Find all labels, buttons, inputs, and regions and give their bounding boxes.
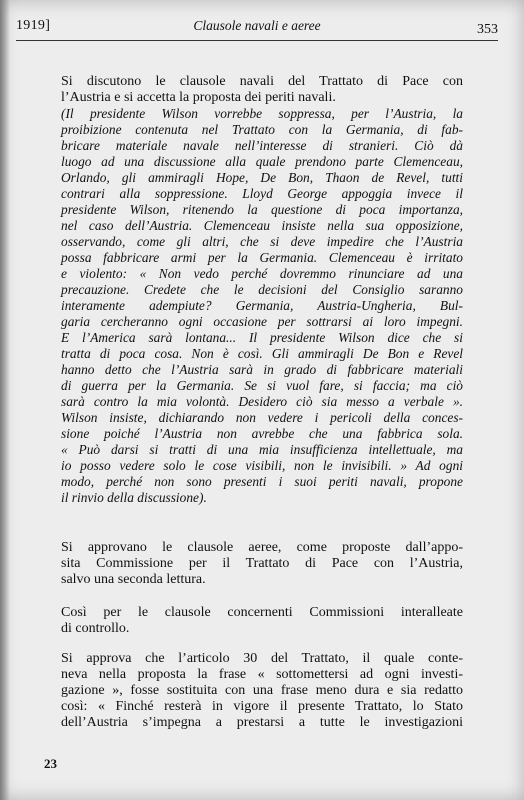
text-line: possa fabbricare armi per la Germania. Clemenceau è irritato [61,250,463,265]
text-line: (Il presidente Wilson vorrebbe soppressa, per l’Austria, la [61,106,463,121]
text-line: e violento: « Non vedo perché dovremmo rinunciare ad una [61,266,463,281]
text-line: osservando, come gli altri, che si deve impedire che l’Austria [61,234,463,249]
text-line: hanno detto che l’Austria sarà in grado di fabbricare materiali [61,362,463,377]
text-line: presidente Wilson, ritenendo la questione di poca importanza, [61,202,463,217]
text-line: precauzione. Credete che le decisioni del Consiglio saranno [61,282,463,297]
text-line: di guerra per la Germania. Se si vuol fare, si faccia; ma ciò [61,378,463,393]
text-line: sione poiché l’Austria non avrebbe che una fabbrica sola. [61,426,463,441]
paragraph-naval-clauses [61,74,463,106]
text-line: Orlando, gli ammiragli Hope, De Bon, Thaon de Revel, tutti [61,170,463,185]
text-line: contrari alla soppressione. Lloyd George appoggia invece il [61,186,463,201]
text-line: Si approvano le clausole aeree, come proposte dall’appo- [61,540,463,555]
text-line: neva nella proposta la frase « sottomettersi ad ogni investi- [61,667,463,682]
text-line: E l’America sarà lontana... Il presidente Wilson dice che si [61,330,463,345]
text-line: sita Commissione per il Trattato di Pace con l’Austria, [61,556,463,571]
text-line: io posso vedere solo le cose visibili, non le invisibili. » Ad ogni [61,458,463,473]
text-line: Si approva che l’articolo 30 del Trattato, il quale conte- [61,651,463,666]
text-line: Si discutono le clausole navali del Trattato di Pace con [61,74,463,89]
text-line: « Può darsi si tratti di una mia insufficienza intellettuale, ma [61,442,463,457]
text-line: l’Austria e si accetta la proposta dei periti navali. [61,90,336,105]
text-line: di controllo. [61,621,130,636]
text-line: interamente adempiute? Germania, Austria-Ungheria, Bul- [61,298,463,313]
text-line: gazione », fosse sostituita con una frase meno dura e sia redatto [61,683,463,698]
paragraph-control-commissions [61,605,463,637]
text-line: sarà contro la mia volontà. Desidero ciò sia messo a verbale ». [61,394,463,409]
text-line: dell’Austria s’impegna a prestarsi a tutte le investigazioni [61,715,463,730]
text-line: Wilson insiste, dichiarando non vedere i pericoli della conces- [61,410,463,425]
text-line: luogo ad una discussione alla quale prendono parte Clemenceau, [61,154,463,169]
text-line: proibizione contenuta nel Trattato con la Germania, di fab- [61,122,463,137]
text-line: tratta di poca cosa. Non è così. Gli ammiragli De Bon e Revel [61,346,463,361]
header-title: Clausole navali e aeree [193,18,321,33]
text-line: nel caso dell’Austria. Clemenceau insiste nella sua opposizione, [61,218,463,233]
text-line: bricare materiale navale nell’interesse di stranieri. Ciò dà [61,138,463,153]
text-line: Così per le clausole concernenti Commissioni interalleate [61,605,463,620]
text-line: modo, perché non sono presenti i suoi periti navali, propone [61,474,463,489]
header-year: 1919] [16,18,51,33]
signature-mark: 23 [44,756,57,771]
paragraph-article-30 [61,651,463,731]
text-line: garia cercheranno ogni occasione per sottrarsi ai loro impegni. [61,314,463,329]
paragraph-air-clauses [61,540,463,588]
running-header [16,14,498,41]
text-line: salvo una seconda lettura. [61,572,206,587]
text-line: così: « Finché resterà in vigore il presente Trattato, lo Stato [61,699,463,714]
page-number: 353 [477,22,498,37]
paragraph-wilson-discussion [61,106,463,506]
text-line: il rinvio della discussione). [61,490,207,505]
